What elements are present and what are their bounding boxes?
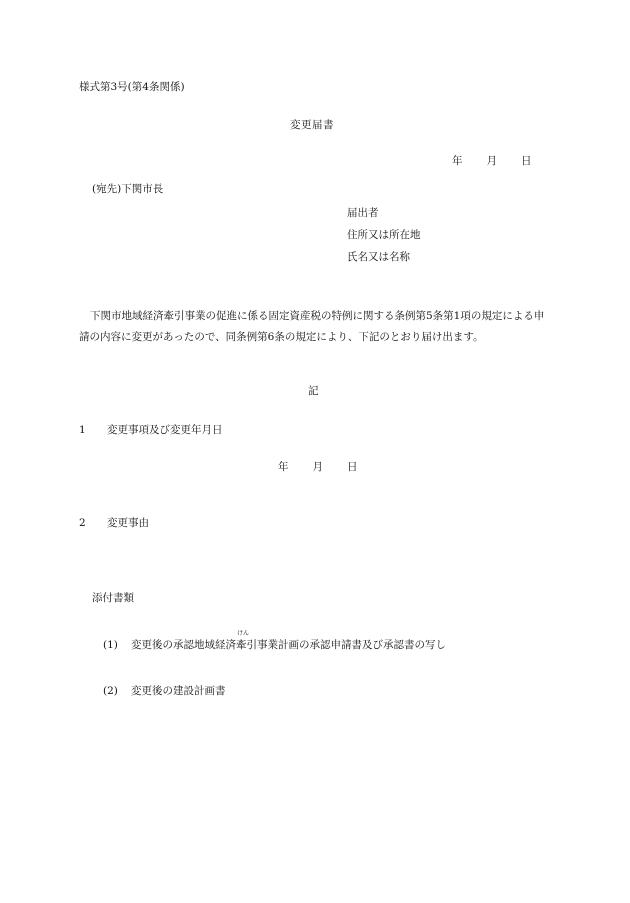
- document-title: 変更届書: [290, 119, 334, 131]
- item-1: [79, 425, 223, 436]
- attachment-item-1-text-after: 引事業計画の承認申請書及び承認書の写し: [246, 639, 446, 651]
- ruby-annotation: [236, 630, 250, 651]
- item-1-number: 1: [79, 424, 86, 436]
- ruby-text: けん: [237, 630, 250, 637]
- ruby-base: 牽: [236, 639, 247, 651]
- item-1-label: 変更事項及び変更年月日: [107, 424, 223, 436]
- submission-month: 月: [486, 155, 497, 167]
- item-2-label: 変更事由: [107, 517, 149, 529]
- attachment-item-1-text-before: 変更後の承認地域経済: [131, 639, 236, 651]
- attachment-item-2: [103, 686, 226, 697]
- applicant-block: [347, 208, 421, 274]
- item-1-date-line: [278, 462, 358, 473]
- ki-heading: 記: [308, 385, 319, 397]
- submission-day: 日: [521, 155, 532, 167]
- attachments-title: 添付書類: [92, 592, 134, 604]
- attachment-item-2-text: 変更後の建設計画書: [131, 685, 226, 697]
- item-1-day: 日: [347, 461, 358, 473]
- item-1-month: 月: [312, 461, 323, 473]
- attachment-item-1-number: (1): [103, 639, 118, 651]
- applicant-name-label: 氏名又は名称: [347, 251, 410, 263]
- attachment-item-1: [103, 630, 446, 651]
- body-paragraph: 下関市地域経済牽引事業の促進に係る固定資産税の特例に関する条例第5条第1項の規定による申請の内容に変更があったので、同条例第6条の規定により、下記のとおり届け出ます。: [79, 310, 545, 343]
- form-id: 様式第3号(第4条関係): [79, 81, 185, 93]
- item-1-year: 年: [278, 461, 289, 473]
- submission-year: 年: [452, 155, 463, 167]
- item-2-number: 2: [79, 517, 86, 529]
- item-2: [79, 518, 149, 529]
- submission-date-line: [452, 156, 532, 167]
- applicant-label: 届出者: [347, 207, 379, 219]
- attachment-item-2-number: (2): [103, 685, 118, 697]
- applicant-address-label: 住所又は所在地: [347, 229, 421, 241]
- addressee: (宛先)下関市長: [92, 183, 164, 195]
